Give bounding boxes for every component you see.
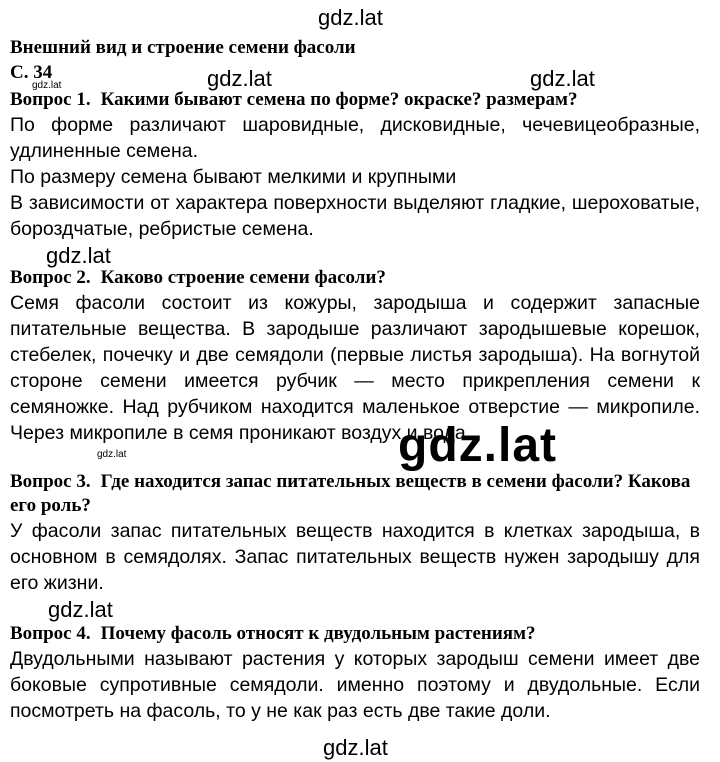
watermark-text: gdz.lat <box>97 449 127 460</box>
watermark-text: gdz.lat <box>530 66 595 91</box>
watermark-text: gdz.lat <box>32 80 62 91</box>
question-text: Каково строение семени фасоли? <box>100 267 386 288</box>
watermark-text: gdz.lat <box>207 66 272 91</box>
answer-paragraph: Семя фасоли состоит из кожуры, зародыша и содержит запасные питательные вещества. В зародыше различают зародышевые корешок, стебелек, почечку и две семядоли (первые листья зародыша). На вогнутой стороне семени имеется рубчик — место прикрепления семени к семяножке. Над рубчиком находится маленькое отверстие — микропиле. Через микропиле в семя проникают воздух и вода. <box>10 292 700 444</box>
question-text: Какими бывают семена по форме? окраске? размерам? <box>100 89 578 110</box>
answer-paragraph: В зависимости от характера поверхности выделяют гладкие, шероховатые, бороздчатые, ребристые семена. <box>10 192 700 240</box>
answer-paragraph: У фасоли запас питательных веществ находится в клетках зародыша, в основном в семядолях. Запас питательных веществ нужен зародышу для его жизни. <box>10 520 700 594</box>
question-text: Где находится запас питательных веществ в семени фасоли? Какова его роль? <box>10 471 691 516</box>
answer-paragraph: Двудольными называют растения у которых зародыш семени имеет две боковые супротивные семядоли. именно поэтому и двудольные. Если посмотреть на фасоль, то у не как раз есть две такие доли. <box>10 648 700 722</box>
question-1-heading <box>10 88 700 112</box>
watermark-text: gdz.lat <box>318 5 383 30</box>
watermark-text: gdz.lat <box>46 243 111 268</box>
question-2-heading <box>10 266 700 290</box>
question-number: Вопрос 3. <box>10 471 91 492</box>
question-3-heading <box>10 470 700 518</box>
document-title: Внешний вид и строение семени фасоли <box>10 37 356 58</box>
answer-paragraph: По форме различают шаровидные, дисковидные, чечевицеобразные, удлиненные семена. <box>10 114 700 162</box>
question-4-heading <box>10 622 700 646</box>
question-number: Вопрос 2. <box>10 267 91 288</box>
answer-paragraph: По размеру семена бывают мелкими и крупными <box>10 166 457 188</box>
question-number: Вопрос 4. <box>10 623 91 644</box>
question-number: Вопрос 1. <box>10 89 91 110</box>
question-3-answer <box>10 518 700 596</box>
watermark-text: gdz.lat <box>323 735 388 760</box>
question-2-answer <box>10 290 700 446</box>
page-reference: С. 34 <box>10 62 53 83</box>
watermark-text: gdz.lat <box>48 597 113 622</box>
question-4-answer <box>10 646 700 724</box>
question-1-answer <box>10 112 700 242</box>
watermark-text: gdz.lat <box>398 419 557 472</box>
question-text: Почему фасоль относят к двудольным растениям? <box>100 623 536 644</box>
